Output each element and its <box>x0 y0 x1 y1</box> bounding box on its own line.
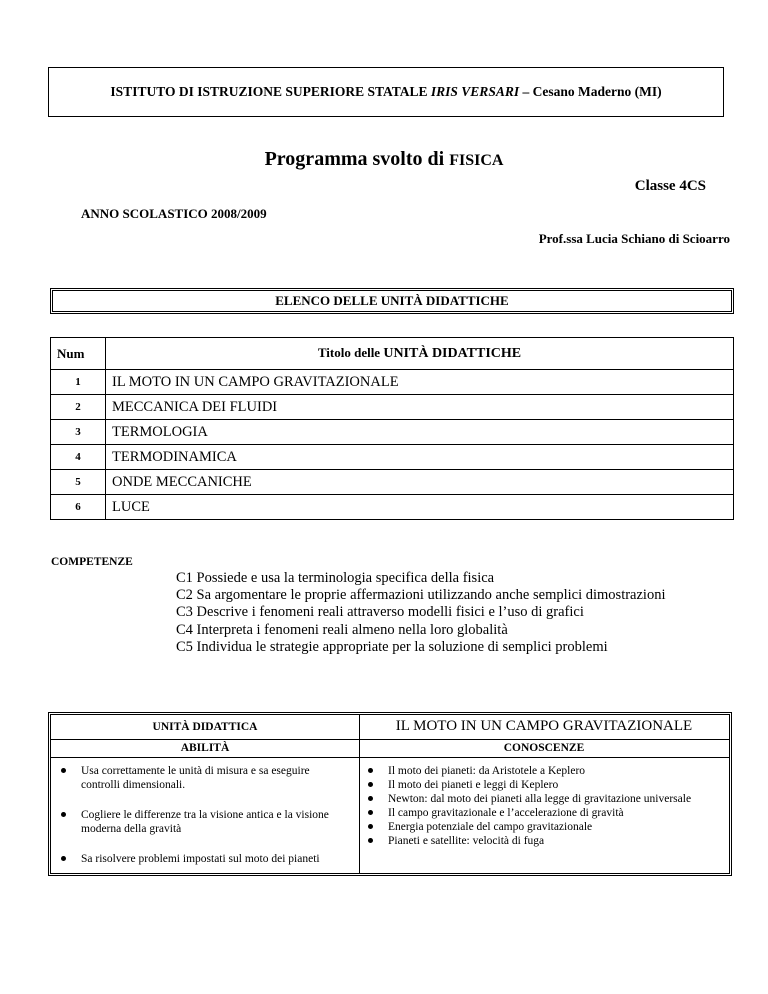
bullet-icon <box>61 768 66 773</box>
bullet-icon <box>368 782 373 787</box>
unit-label: UNITÀ DIDATTICA <box>152 721 258 733</box>
abilita-list <box>59 764 351 882</box>
list-item: Il moto dei pianeti: da Aristotele a Keplero <box>366 764 726 778</box>
competenza-item: C3 Descrive i fenomeni reali attraverso modelli fisici e l’uso di grafici <box>176 604 584 621</box>
school-header <box>48 67 724 117</box>
bullet-icon <box>61 812 66 817</box>
unit-title-cell: MECCANICA DEI FLUIDI <box>106 395 734 420</box>
list-item: Energia potenziale del campo gravitazionale <box>366 820 726 834</box>
conoscenze-header: CONOSCENZE <box>503 742 585 754</box>
school-year: ANNO SCOLASTICO 2008/2009 <box>81 206 267 221</box>
table-row <box>51 420 734 445</box>
bullet-icon <box>368 838 373 843</box>
competenza-item: C5 Individua le strategie appropriate per la soluzione di semplici problemi <box>176 638 608 655</box>
col-title-header: Titolo delle UNITÀ DIDATTICHE <box>106 338 734 370</box>
school-location: – Cesano Maderno (MI) <box>522 84 662 99</box>
bullet-icon <box>368 796 373 801</box>
school-header-prefix: ISTITUTO DI ISTRUZIONE SUPERIORE STATALE <box>110 84 428 99</box>
conoscenze-list <box>366 764 726 848</box>
unit-number: 4 <box>51 445 106 470</box>
unit-number: 2 <box>51 395 106 420</box>
unit-number: 1 <box>51 370 106 395</box>
unit-number: 5 <box>51 470 106 495</box>
competenza-item: C1 Possiede e usa la terminologia specifica della fisica <box>176 570 495 586</box>
list-item: Pianeti e satellite: velocità di fuga <box>366 834 726 848</box>
competenza-item: C2 Sa argomentare le proprie affermazioni utilizzando anche semplici dimostrazioni <box>176 587 666 604</box>
unit-title-cell: ONDE MECCANICHE <box>106 470 734 495</box>
unit-number: 6 <box>51 495 106 520</box>
units-table <box>50 337 734 520</box>
school-name: IRIS VERSARI <box>430 84 520 99</box>
list-item: Newton: dal moto dei pianeti alla legge di gravitazione universale <box>366 792 726 806</box>
list-item: Il campo gravitazionale e l’accelerazione di gravità <box>366 806 726 820</box>
unit-title-cell: TERMODINAMICA <box>106 445 734 470</box>
table-row <box>51 370 734 395</box>
subject: FISICA <box>449 152 504 169</box>
competenza-item: C4 Interpreta i fenomeni reali almeno nella loro globalità <box>176 621 508 638</box>
unit-title-cell: TERMOLOGIA <box>106 420 734 445</box>
bullet-icon <box>61 856 66 861</box>
bullet-icon <box>368 810 373 815</box>
bullet-icon <box>368 824 373 829</box>
list-item: Il moto dei pianeti e leggi di Keplero <box>366 778 726 792</box>
unit-number: 3 <box>51 420 106 445</box>
table-row <box>51 395 734 420</box>
page-title: Programma svolto di FISICA <box>264 148 504 170</box>
list-item: Usa correttamente le unità di misura e sa eseguire controlli dimensionali. <box>59 764 351 792</box>
list-item: Cogliere le differenze tra la visione antica e la visione moderna della gravità <box>59 808 351 836</box>
table-row <box>51 470 734 495</box>
table-row <box>51 445 734 470</box>
units-list-heading: ELENCO DELLE UNITÀ DIDATTICHE <box>52 290 732 312</box>
col-num-header: Num <box>51 338 106 370</box>
unit-title-cell: LUCE <box>106 495 734 520</box>
unit-title-cell: IL MOTO IN UN CAMPO GRAVITAZIONALE <box>106 370 734 395</box>
list-item: Sa risolvere problemi impostati sul moto dei pianeti <box>59 852 351 866</box>
competenze-label: COMPETENZE <box>51 556 133 568</box>
bullet-icon <box>368 768 373 773</box>
teacher-name: Prof.ssa Lucia Schiano di Scioarro <box>538 231 730 246</box>
table-row <box>51 495 734 520</box>
class-label: Classe 4CS <box>634 178 706 194</box>
competenze-list <box>176 570 665 656</box>
unit-detail-box <box>50 714 730 874</box>
abilita-header: ABILITÀ <box>180 742 230 754</box>
unit-title: IL MOTO IN UN CAMPO GRAVITAZIONALE <box>395 718 693 734</box>
